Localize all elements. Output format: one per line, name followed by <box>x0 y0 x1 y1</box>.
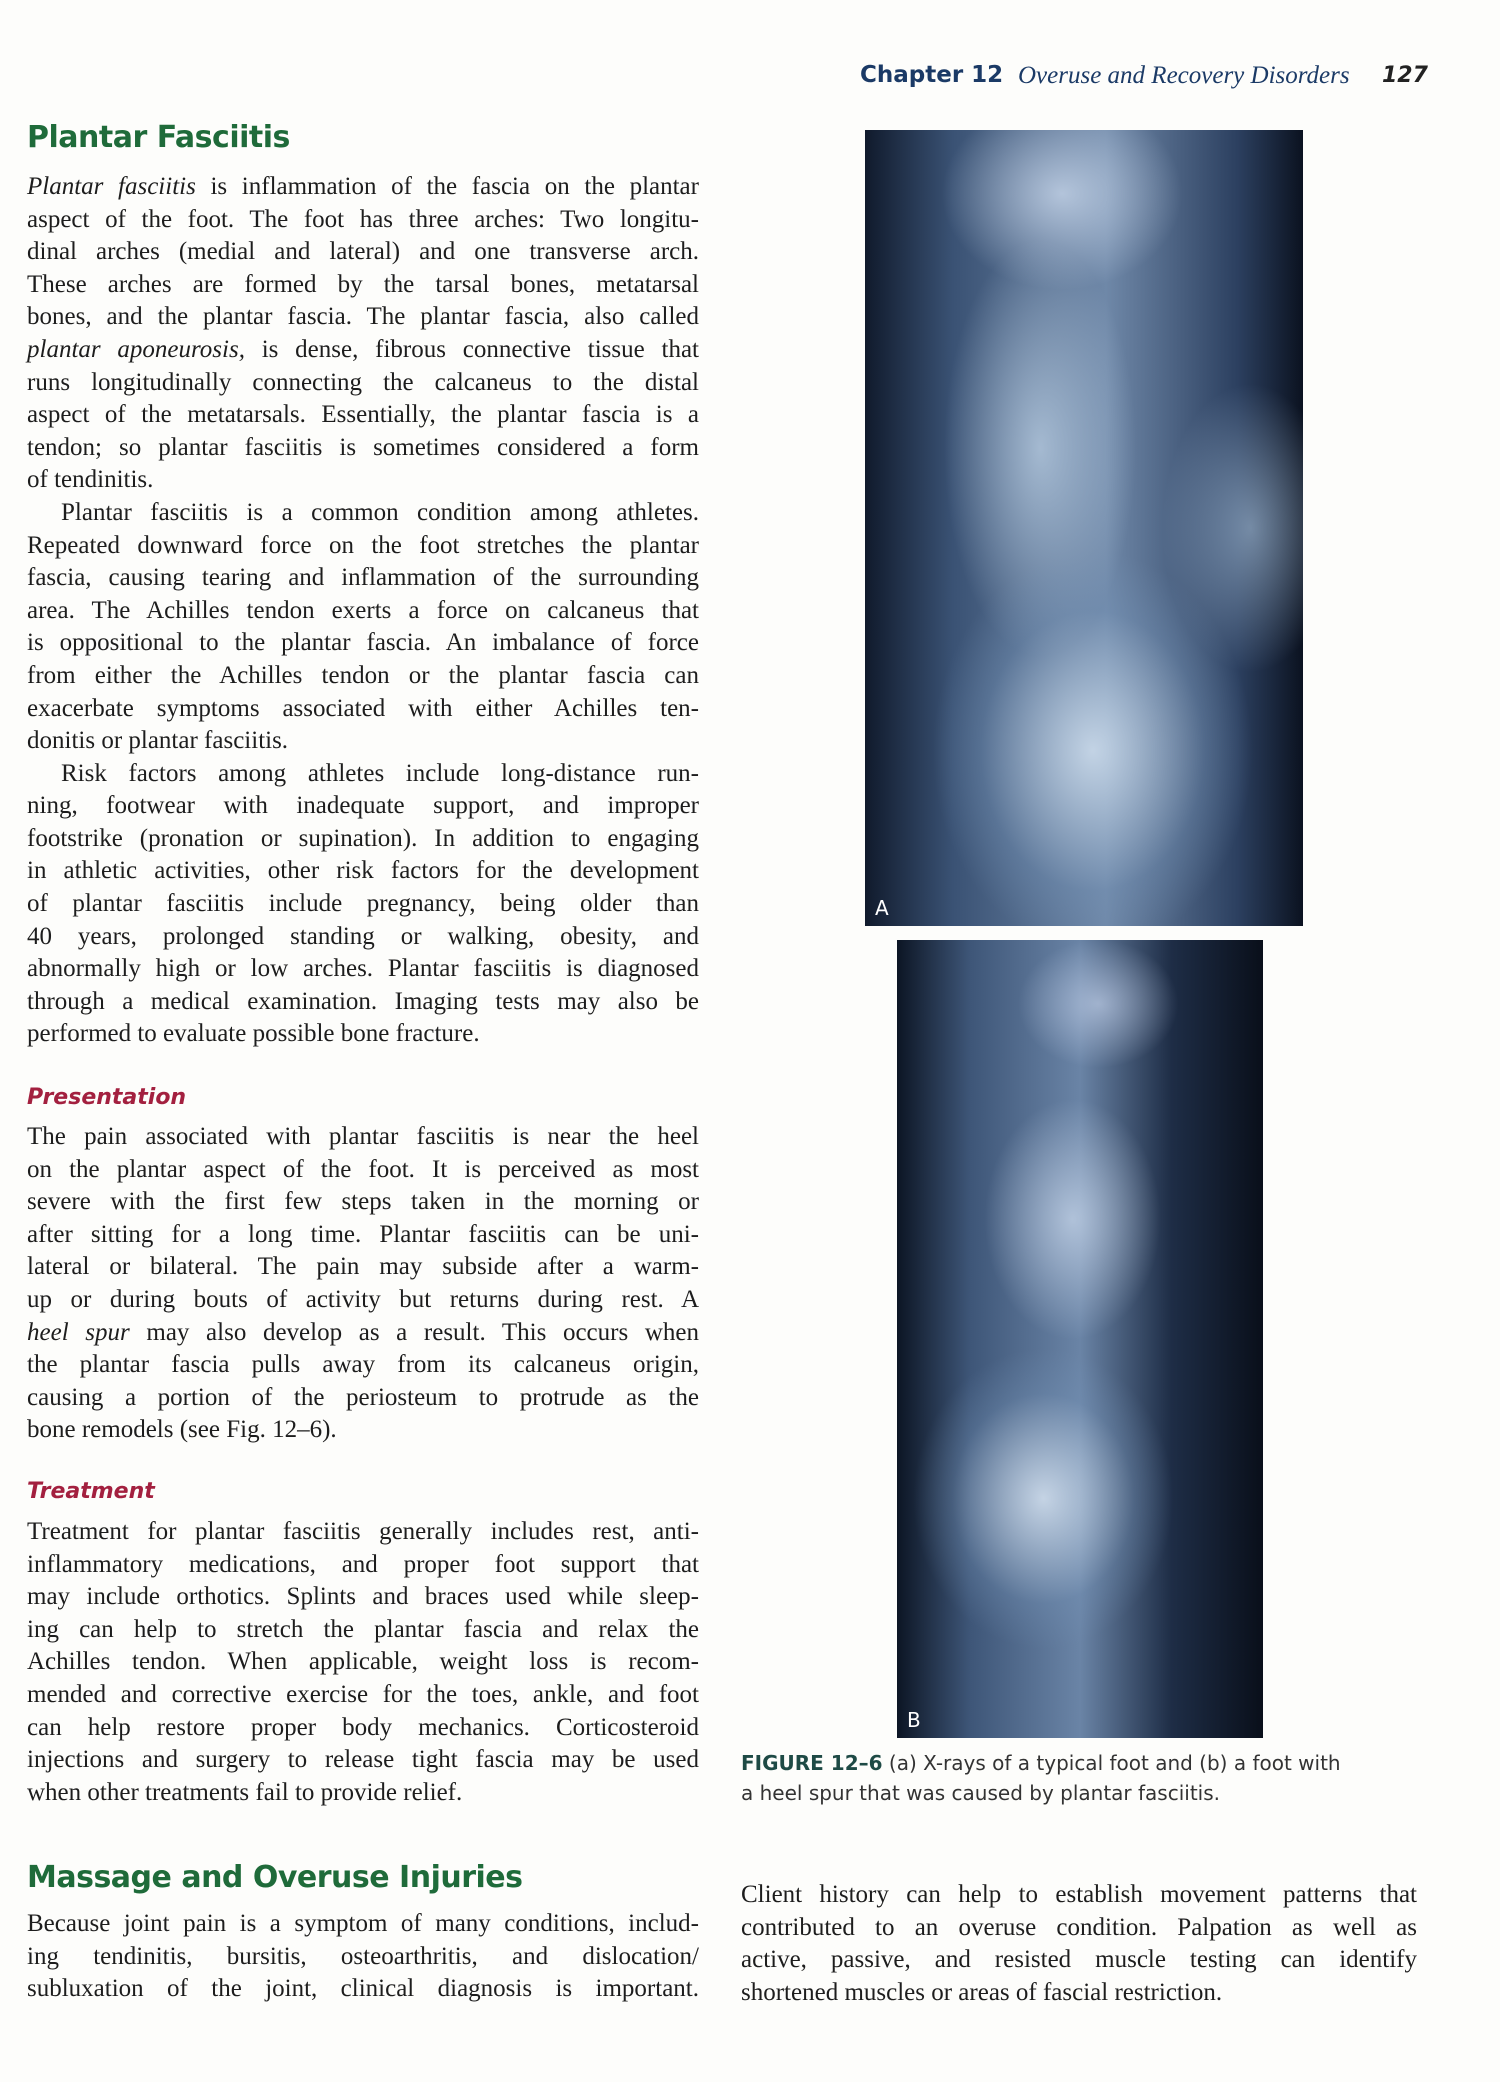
xray-image-b <box>897 940 1263 1738</box>
text-line: is oppositional to the plantar fascia. An imbalance of force <box>27 629 699 657</box>
italic-term: plantar aponeurosis, <box>27 335 245 363</box>
text-line: the plantar fascia pulls away from its calcaneus origin, <box>27 1351 699 1379</box>
text-line <box>27 171 699 204</box>
text-line <box>27 1317 699 1350</box>
text-line: ing can help to stretch the plantar fascia and relax the <box>27 1615 699 1643</box>
subheading-treatment: Treatment <box>27 1479 155 1504</box>
text-line: exacerbate symptoms associated with either Achilles ten- <box>27 694 699 722</box>
text-line: tendon; so plantar fasciitis is sometimes considered a form <box>27 433 699 461</box>
text-line: ning, footwear with inadequate support, and improper <box>27 792 699 820</box>
text-line: on the plantar aspect of the foot. It is perceived as most <box>27 1155 699 1183</box>
subheading-presentation: Presentation <box>27 1085 187 1110</box>
text-line: area. The Achilles tendon exerts a force on calcaneus that <box>27 596 699 624</box>
text-line: fascia, causing tearing and inflammation of the surrounding <box>27 564 699 592</box>
text-line: inflammatory medications, and proper foot support that <box>27 1550 699 1578</box>
page-number: 127 <box>1382 63 1428 88</box>
text-line: injections and surgery to release tight fascia may be used <box>27 1746 699 1774</box>
text-line <box>27 334 699 367</box>
text-line: of tendinitis. <box>27 466 154 494</box>
text-segment: is inflammation of the fascia on the plantar <box>195 173 699 200</box>
text-line: causing a portion of the periosteum to protrude as the <box>27 1383 699 1411</box>
plantar-body <box>27 171 699 1051</box>
text-line: in athletic activities, other risk factors for the development <box>27 857 699 885</box>
xray-label-b: B <box>907 1708 921 1732</box>
treatment-body <box>27 1516 699 1809</box>
heading-plantar-fasciitis: Plantar Fasciitis <box>27 120 290 155</box>
text-line: lateral or bilateral. The pain may subside after a warm- <box>27 1253 699 1281</box>
text-line: Because joint pain is a symptom of many conditions, includ- <box>27 1910 699 1937</box>
xray-label-a: A <box>875 896 889 920</box>
text-line: performed to evaluate possible bone fracture. <box>27 1020 480 1048</box>
running-header-chapter: Chapter 12 <box>860 62 1004 88</box>
text-line: severe with the first few steps taken in the morning or <box>27 1188 699 1216</box>
text-segment: is dense, fibrous connective tissue that <box>244 335 699 363</box>
text-line: after sitting for a long time. Plantar fasciitis can be uni- <box>27 1220 699 1248</box>
text-line: Plantar fasciitis is a common condition among athletes. <box>61 498 699 526</box>
text-line: dinal arches (medial and lateral) and one transverse arch. <box>27 238 699 266</box>
text-line: footstrike (pronation or supination). In addition to engaging <box>27 824 699 852</box>
text-line: may include orthotics. Splints and braces used while sleep- <box>27 1583 699 1611</box>
right-column-body <box>741 1879 1417 2009</box>
running-header-title: Overuse and Recovery Disorders <box>1018 62 1350 89</box>
text-line: runs longitudinally connecting the calcaneus to the distal <box>27 368 699 396</box>
text-line: when other treatments fail to provide relief. <box>27 1778 463 1806</box>
text-line: shortened muscles or areas of fascial restriction. <box>741 1978 1223 2006</box>
text-line: aspect of the foot. The foot has three arches: Two longitu- <box>27 205 699 233</box>
text-line: contributed to an overuse condition. Palpation as well as <box>741 1913 1417 1941</box>
text-line: aspect of the metatarsals. Essentially, the plantar fascia is a <box>27 401 699 429</box>
text-line: of plantar fasciitis include pregnancy, being older than <box>27 890 699 918</box>
text-line: subluxation of the joint, clinical diagnosis is important. <box>27 1975 699 2003</box>
caption-text-2: a heel spur that was caused by plantar fasciitis. <box>741 1781 1221 1805</box>
italic-term: Plantar fasciitis <box>27 173 196 200</box>
figure-caption <box>741 1748 1421 1808</box>
text-line: through a medical examination. Imaging tests may also be <box>27 987 699 1015</box>
xray-image-a <box>865 130 1303 926</box>
text-line: bone remodels (see Fig. 12–6). <box>27 1416 337 1444</box>
text-line: ing tendinitis, bursitis, osteoarthritis, and dislocation/ <box>27 1942 699 1970</box>
text-line: bones, and the plantar fascia. The plantar fascia, also called <box>27 303 699 331</box>
italic-term: heel spur <box>27 1318 130 1346</box>
figure-number: FIGURE 12–6 <box>741 1751 883 1775</box>
text-line: can help restore proper body mechanics. Corticosteroid <box>27 1713 699 1741</box>
text-line: donitis or plantar fasciitis. <box>27 727 289 755</box>
text-line: up or during bouts of activity but returns during rest. A <box>27 1285 699 1313</box>
text-line: active, passive, and resisted muscle testing can identify <box>741 1946 1417 1974</box>
text-line: Repeated downward force on the foot stretches the plantar <box>27 531 699 559</box>
text-line: These arches are formed by the tarsal bones, metatarsal <box>27 270 699 298</box>
text-line: mended and corrective exercise for the toes, ankle, and foot <box>27 1680 699 1708</box>
text-line: Risk factors among athletes include long-distance run- <box>61 759 699 787</box>
text-line: abnormally high or low arches. Plantar fasciitis is diagnosed <box>27 955 699 983</box>
text-line: 40 years, prolonged standing or walking, obesity, and <box>27 922 699 950</box>
text-line: Treatment for plantar fasciitis generally includes rest, anti- <box>27 1518 699 1545</box>
text-line: from either the Achilles tendon or the plantar fascia can <box>27 661 699 689</box>
text-line: Achilles tendon. When applicable, weight loss is recom- <box>27 1648 699 1676</box>
massage-body <box>27 1908 699 2006</box>
text-line: Client history can help to establish movement patterns that <box>741 1881 1417 1908</box>
text-segment: may also develop as a result. This occurs when <box>129 1318 699 1346</box>
text-line: The pain associated with plantar fasciitis is near the heel <box>27 1123 699 1150</box>
heading-massage-overuse: Massage and Overuse Injuries <box>27 1860 523 1895</box>
caption-text-1: (a) X-rays of a typical foot and (b) a foot with <box>882 1751 1341 1775</box>
presentation-body <box>27 1121 699 1447</box>
